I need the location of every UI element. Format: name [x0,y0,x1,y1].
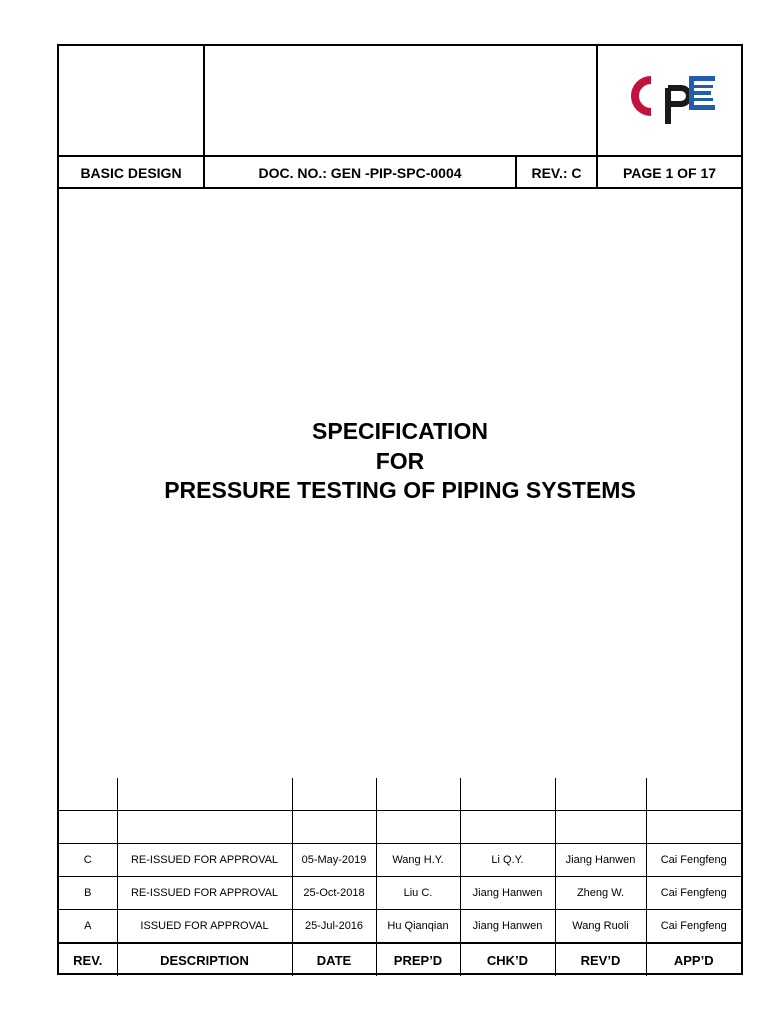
revision-cell-prepd [376,811,460,844]
revision-cell-date: 05-May-2019 [292,844,376,877]
revision-row [59,811,741,844]
revision-cell-prepd: Liu C. [376,877,460,910]
revision-cell-date [292,811,376,844]
revision-cell-description: ISSUED FOR APPROVAL [117,910,292,944]
revision-cell-appd: Cai Fengfeng [646,877,741,910]
revision-cell-rev [59,778,117,811]
revision-cell-date [292,778,376,811]
doc-number: DOC. NO.: GEN -PIP-SPC-0004 [258,165,462,181]
revision-column-header-rev: REV. [59,943,117,976]
revision-cell-date: 25-Oct-2018 [292,877,376,910]
revision-row [59,877,741,910]
revision-column-header-chkd: CHK’D [460,943,555,976]
revision-column-header-appd: APP’D [646,943,741,976]
document-title-line-2: FOR [375,448,425,474]
revision-cell-chkd: Jiang Hanwen [460,877,555,910]
revision-cell-appd [646,778,741,811]
revision-column-header-revd: REV’D [555,943,646,976]
revision-cell-rev: A [59,910,117,944]
revision-label: REV.: C [531,165,582,181]
revision-cell-description: RE-ISSUED FOR APPROVAL [117,877,292,910]
revision-cell-chkd: Jiang Hanwen [460,910,555,944]
revision-cell-description [117,811,292,844]
revision-cell-chkd [460,778,555,811]
revision-cell-revd: Zheng W. [555,877,646,910]
revision-cell-chkd [460,811,555,844]
document-title-line-3: PRESSURE TESTING OF PIPING SYSTEMS [164,477,636,503]
revision-cell-rev: C [59,844,117,877]
revision-cell-description [117,778,292,811]
revision-cell-revd: Wang Ruoli [555,910,646,944]
revision-column-header-date: DATE [292,943,376,976]
revision-cell-date: 25-Jul-2016 [292,910,376,944]
revision-cell-rev: B [59,877,117,910]
basic-design-label: BASIC DESIGN [80,165,182,181]
revision-cell-revd [555,811,646,844]
revision-cell-revd [555,778,646,811]
revision-cell-rev [59,811,117,844]
revision-cell-prepd: Wang H.Y. [376,844,460,877]
revision-cell-prepd: Hu Qianqian [376,910,460,944]
revision-column-header-description: DESCRIPTION [117,943,292,976]
revision-cell-prepd [376,778,460,811]
revision-table [59,778,741,976]
revision-row [59,844,741,877]
revision-cell-appd: Cai Fengfeng [646,910,741,944]
revision-cell-appd: Cai Fengfeng [646,844,741,877]
revision-column-header-prepd: PREP’D [376,943,460,976]
document-title-line-1: SPECIFICATION [312,418,488,444]
revision-row [59,778,741,811]
revision-cell-chkd: Li Q.Y. [460,844,555,877]
revision-header-row [59,943,741,976]
title-block-header [59,46,741,189]
revision-cell-appd [646,811,741,844]
revision-cell-description: RE-ISSUED FOR APPROVAL [117,844,292,877]
page-count: PAGE 1 OF 17 [622,165,717,181]
cpe-logo-icon [631,72,721,124]
revision-row [59,910,741,944]
document-frame [57,44,743,975]
revision-cell-revd: Jiang Hanwen [555,844,646,877]
